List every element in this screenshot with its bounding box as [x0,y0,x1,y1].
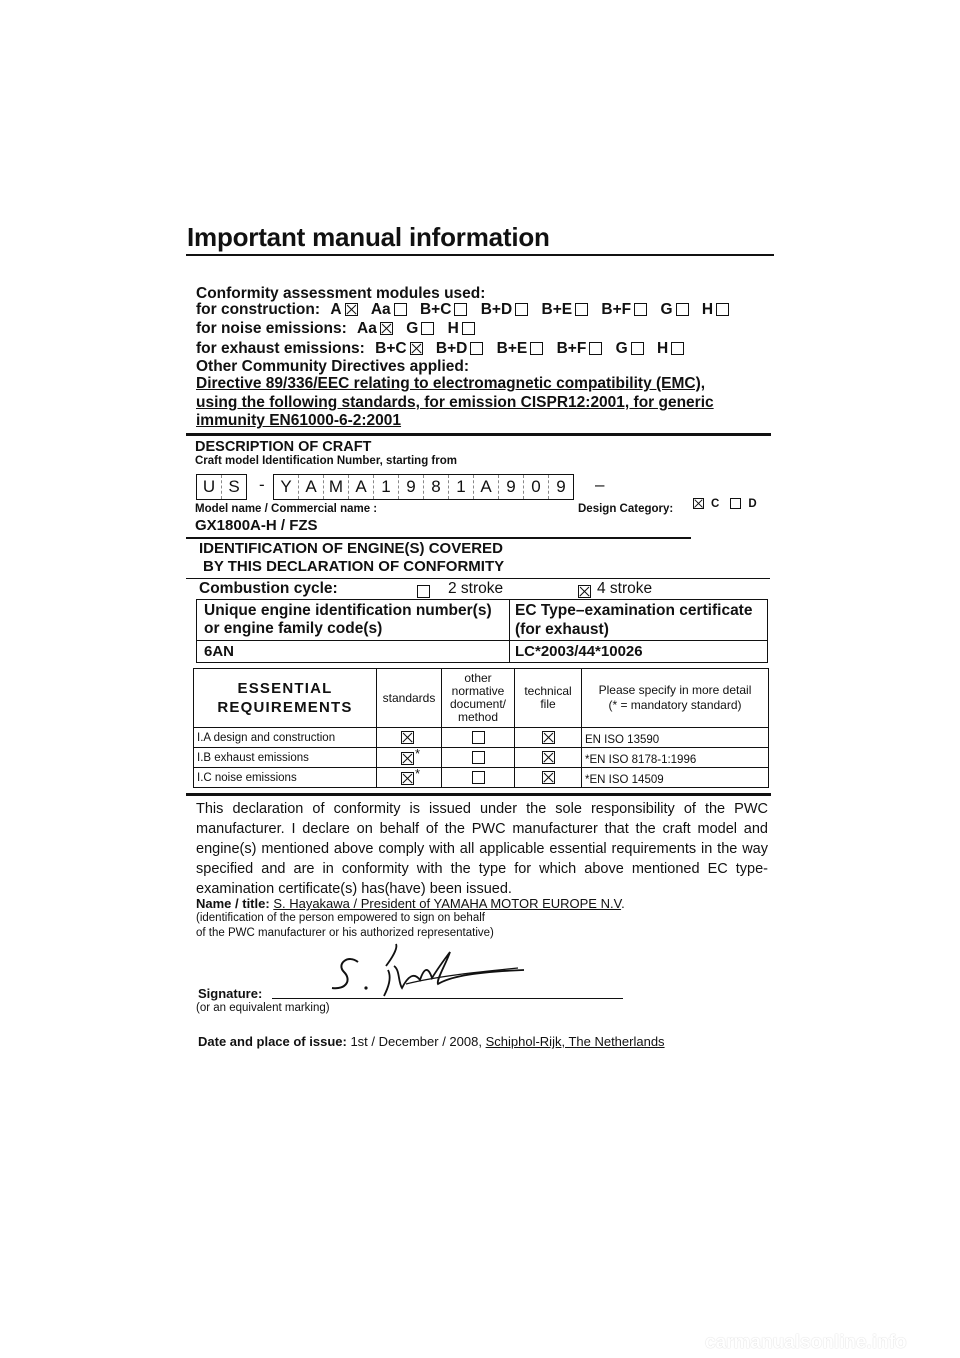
requirement-detail: *EN ISO 14509 [582,768,769,788]
essential-requirements-table [193,668,769,788]
cin-character: 9 [556,477,566,496]
date-place-line [198,1034,665,1049]
cin-character: Y [274,475,299,499]
certificate-header-2: (for exhaust) [515,621,609,638]
option-label: Aa [357,320,377,337]
exhaust-label: for exhaust emissions: [196,340,365,357]
essential-title-1: ESSENTIAL [237,680,333,697]
option-label: B+E [496,340,528,357]
option-label: B+F [601,301,632,318]
name-note-1: (identification of the person empowered to sign on behalf [196,912,485,924]
checkbox[interactable] [380,322,393,335]
checkbox[interactable] [631,342,644,355]
cin-end: – [595,475,605,494]
declaration-text: This declaration of conformity is issued under the sole responsibility of the PWC manufacturer. I declare on behalf of the PWC manufacturer that the craft model and engine(s) mentioned above comply with all applicable essential requirements in the way specified and are in conformity with the type for which above mentioned EC type-examination certificate(s) has(have) been issued. [196,801,768,897]
directive-line-1: Directive 89/336/EEC relating to electromagnetic compatibility (EMC), [196,375,706,392]
mandatory-star: * [414,745,421,761]
essential-title-2: REQUIREMENTS [217,699,353,716]
col-other-1: other [464,671,492,685]
watermark: carmanualsonline.info [705,1332,907,1353]
checkbox[interactable] [730,498,741,509]
checkbox[interactable] [530,342,543,355]
conformity-heading: Conformity assessment modules used: [196,285,486,302]
col-other-3: document/ [449,697,507,711]
requirement-detail: *EN ISO 8178-1:1996 [582,748,769,768]
noise-label: for noise emissions: [196,320,347,337]
noise-row [196,320,478,338]
model-value: GX1800A-H / FZS [195,517,318,534]
cin-character: 1 [449,475,474,499]
checkbox[interactable] [472,751,485,764]
col-detail-2: (* = mandatory standard) [608,698,742,712]
four-stroke-checkbox[interactable] [578,585,591,598]
cin-character: A [474,475,499,499]
engine-heading-2: BY THIS DECLARATION OF CONFORMITY [203,558,505,575]
requirement-row [194,748,769,768]
engine-rule [186,578,770,579]
cin-separator: - [259,475,265,494]
checkbox[interactable] [410,342,423,355]
other-directives-heading: Other Community Directives applied: [196,358,470,375]
requirement-name: I.A design and construction [194,728,377,748]
two-stroke-checkbox[interactable] [417,585,430,598]
option-label: B+D [435,340,468,357]
name-value: S. Hayakawa / President of YAMAHA MOTOR EUROPE N.V [273,896,622,911]
signature-note: (or an equivalent marking) [196,1002,330,1014]
option-label: B+F [556,340,587,357]
signature-label: Signature: [198,986,263,1001]
cin-character: 1 [374,475,399,499]
four-stroke-label: 4 stroke [597,580,653,597]
checkbox[interactable] [542,731,555,744]
checkbox[interactable] [421,322,434,335]
checkbox[interactable] [472,771,485,784]
requirement-row [194,728,769,748]
requirement-detail: EN ISO 13590 [582,728,769,748]
col-other-2: normative [451,684,505,698]
checkbox[interactable] [472,731,485,744]
checkbox[interactable] [693,498,704,509]
title-rule [186,254,774,256]
design-label: Design Category: [578,503,674,515]
col-detail-1: Please specify in more detail [598,683,752,697]
place-value: Schiphol-Rijk, The Netherlands [485,1034,665,1049]
combustion-label: Combustion cycle: [199,580,338,597]
col-standards: standards [377,669,442,728]
checkbox[interactable] [401,752,414,765]
checkbox[interactable] [575,303,588,316]
cin-character: M [324,475,349,499]
name-title-line [196,896,625,911]
col-other-4: method [457,710,499,724]
name-period: . [621,896,625,911]
cin-character: 9 [499,475,524,499]
section-rule-2 [186,793,771,796]
exhaust-row [196,340,687,358]
option-label: H [656,340,669,357]
option-label: B+D [480,301,513,318]
col-technical-1: technical [524,684,572,698]
design-option-label: D [748,498,757,510]
directive-line-2: using the following standards, for emission CISPR12:2001, for generic [196,394,714,411]
engine-id-header-1: Unique engine identification number(s) [204,602,492,619]
two-stroke-label: 2 stroke [448,580,504,597]
cin-character: A [299,475,324,499]
option-label: B+C [375,340,407,357]
checkbox[interactable] [676,303,689,316]
checkbox[interactable] [401,772,414,785]
requirement-name: I.C noise emissions [194,768,377,788]
engine-code: 6AN [204,643,235,660]
certificate-number: LC*2003/44*10026 [515,643,643,660]
option-label: B+C [419,301,452,318]
checkbox[interactable] [470,342,483,355]
mandatory-star: * [414,765,421,781]
col-technical-2: file [540,697,556,711]
checkbox[interactable] [542,771,555,784]
checkbox[interactable] [589,342,602,355]
cin-character: U [197,475,222,499]
construction-label: for construction: [196,301,320,318]
cin-label: Craft model Identification Number, starting from [195,455,457,467]
option-label: B+E [541,301,573,318]
checkbox[interactable] [515,303,528,316]
directive-line-3: immunity EN61000-6-2:2001 [196,412,402,429]
signature-mark [328,938,528,1000]
construction-row [196,301,732,319]
checkbox[interactable] [716,303,729,316]
cin-character: 8 [424,475,449,499]
option-label: G [660,301,673,318]
cin-body-boxes [273,474,574,500]
checkbox[interactable] [394,303,407,316]
engine-id-header-2: or engine family code(s) [204,620,383,637]
cin-character: 0 [524,475,549,499]
checkbox[interactable] [345,303,358,316]
checkbox[interactable] [634,303,647,316]
option-label: G [615,340,628,357]
cin-prefix-boxes [196,474,247,500]
engine-table [196,599,768,663]
option-label: A [330,301,342,318]
checkbox[interactable] [462,322,475,335]
option-label: H [447,320,459,337]
page-title: Important manual information [187,222,550,252]
option-label: H [701,301,714,318]
name-label: Name / title: [196,896,270,911]
name-note-2: of the PWC manufacturer or his authorized representative) [196,927,494,939]
cin-character: 9 [399,475,424,499]
model-rule [186,537,691,539]
option-label: Aa [370,301,391,318]
cin-character: S [228,477,240,496]
checkbox[interactable] [671,342,684,355]
checkbox[interactable] [454,303,467,316]
craft-heading: DESCRIPTION OF CRAFT [195,439,372,455]
model-label: Model name / Commercial name : [195,503,378,515]
date-value: 1st / December / 2008, [350,1034,482,1049]
engine-heading-1: IDENTIFICATION OF ENGINE(S) COVERED [199,540,503,557]
design-options [690,498,765,510]
certificate-header-1: EC Type–examination certificate [515,602,753,619]
requirement-name: I.B exhaust emissions [194,748,377,768]
requirement-row [194,768,769,788]
checkbox[interactable] [542,751,555,764]
date-label: Date and place of issue: [198,1034,347,1049]
signature-line [272,998,623,999]
option-label: G [406,320,419,337]
checkbox[interactable] [401,731,414,744]
cin-character: A [349,475,374,499]
section-rule-1 [186,433,771,436]
design-option-label: C [711,498,720,510]
